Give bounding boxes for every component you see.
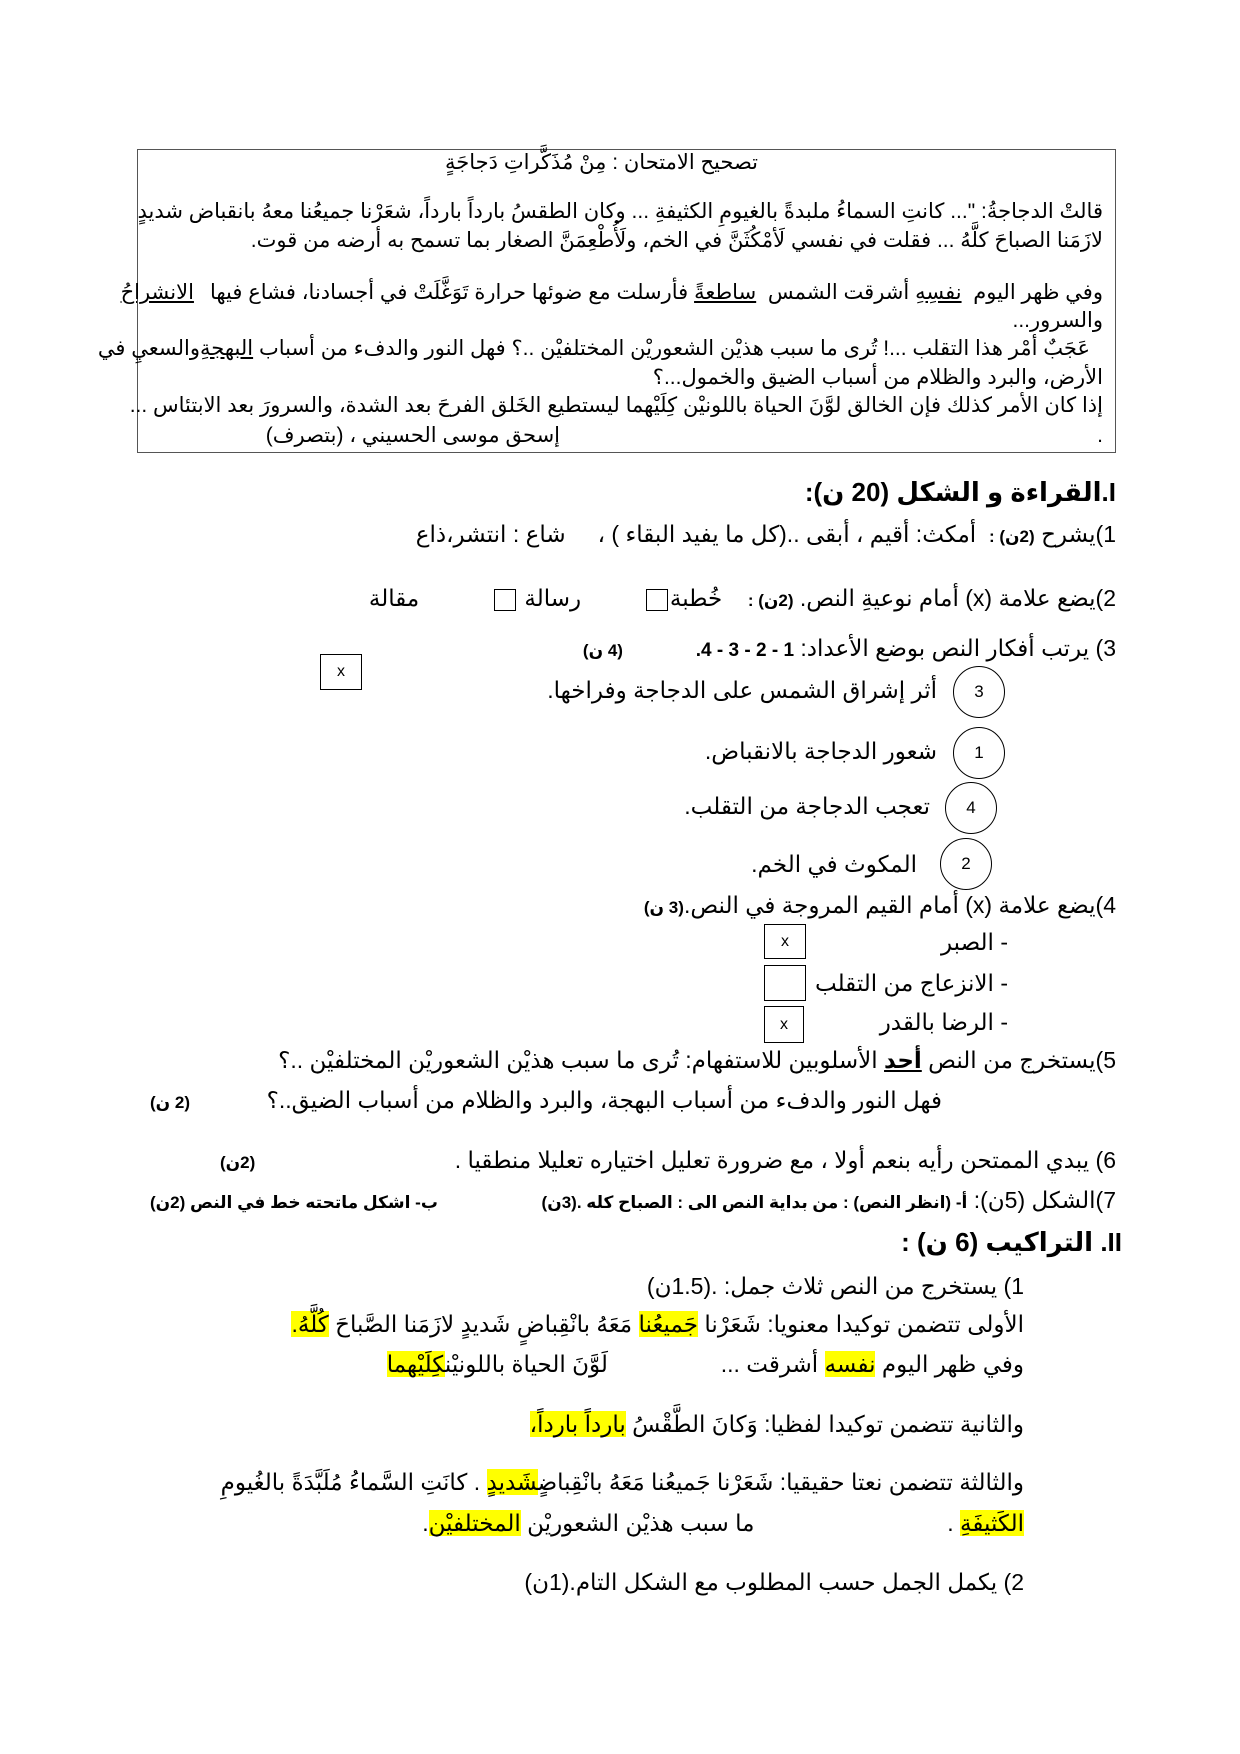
part1-heading: I.القراءة و الشكل (20 ن): <box>804 477 1116 507</box>
value-item: - الرضا بالقدر <box>879 1009 1008 1035</box>
highlight: جَميعُنا <box>638 1311 699 1337</box>
q5-label: 5)يستخرج من النص <box>928 1047 1116 1073</box>
q2 <box>369 584 1116 615</box>
value-checkbox[interactable] <box>764 965 806 1001</box>
sentence-1 <box>291 1310 1024 1338</box>
text: والسعيِ في <box>97 337 201 360</box>
q1-points: (2ن) : <box>988 527 1035 546</box>
q6-points: (2ن) <box>220 1153 256 1172</box>
p2-q2-label: 2) يكمل الجمل حسب المطلوب مع الشكل التام.(1ن) <box>524 1569 1024 1595</box>
q5-text: الأسلوبين للاستفهام: تُرى ما سبب هذيْن الشعوريْن المختلفيْن ..؟ <box>278 1047 878 1073</box>
text: وفي ظهر اليوم <box>881 1351 1024 1377</box>
p2-q1-label: 1) يستخرج من النص ثلاث جمل: .(1.5ن) <box>646 1273 1024 1299</box>
text: . كانَتِ السَّماءُ مُلَبَّدَةً بالغُيومِ <box>220 1469 481 1495</box>
option-risala: رسالة <box>524 585 582 611</box>
highlight: الكَثيفَةِ <box>960 1510 1024 1536</box>
order-circle: 1 <box>953 727 1005 779</box>
underlined-word: الانشراحُ <box>120 281 194 304</box>
passage-line: قالتْ الدجاجةُ: "... كانتِ السماءُ ملبدةً بالغيومِ الكثيفةِ ... وكان الطقسُ بارداً بارداً، شعَرْنا جميعُنا معهُ بانقباض شديدٍ <box>137 200 1103 223</box>
highlight: نفسه <box>824 1351 876 1377</box>
text: . <box>422 1510 429 1536</box>
order-circle: 3 <box>953 666 1005 718</box>
q4-points: (3 ن) <box>643 898 684 917</box>
sentence-3 <box>221 1468 1024 1496</box>
value-item: - الصبر <box>940 929 1008 955</box>
idea-text: أثر إشراق الشمس على الدجاجة وفراخها. <box>547 677 937 703</box>
highlight: بارداً بارداً، <box>529 1411 626 1437</box>
q5 <box>278 1046 1116 1074</box>
q6-row <box>150 1146 1116 1177</box>
text: والثالثة تتضمن نعتا حقيقيا: شَعَرْنا جَميعُنا مَعَهُ بانْقِباضٍ <box>537 1469 1024 1495</box>
highlight: كُلَّهُ. <box>291 1311 329 1337</box>
passage-dot: . <box>1097 424 1103 447</box>
order-circle: 2 <box>940 838 992 890</box>
checkbox[interactable] <box>646 589 668 611</box>
passage-line: إذا كان الأمر كذلك فإن الخالق لوَّنَ الحياة باللونيْن كِلَيْهما ليستطيع الخَلق الفرحَ بعد الشدة، والسرورَ بعد الابتئاس ... <box>129 394 1103 417</box>
passage-title: تصحيح الامتحان : مِنْ مُذَكَّراتِ دَجاجَةٍ <box>445 151 758 174</box>
q4-label: 4)يضع علامة (x) أمام القيم المروجة في النص. <box>683 892 1116 918</box>
q1 <box>416 520 1116 551</box>
q5-line2: فهل النور والدفء من أسباب البهجة، والبرد والظلام من أسباب الضيق..؟ <box>266 1087 942 1113</box>
text: أشرقت الشمس <box>767 281 910 304</box>
order-circle: 4 <box>945 782 997 834</box>
text: عَجَبٌ أمْر هذا التقلب ...! تُرى ما سبب هذيْن الشعوريْن المختلفيْن ..؟ فهل النور والدفء من أسباب <box>258 337 1090 360</box>
q3-label: 3) يرتب أفكار النص بوضع الأعداد: <box>800 635 1116 661</box>
text: أشرقت ... <box>720 1351 819 1377</box>
q6: 6) يبدي الممتحن رأيه بنعم أولا ، مع ضرورة تعليل اختياره تعليلا منطقيا . <box>454 1147 1116 1173</box>
q3 <box>583 634 1116 665</box>
sentence-1b <box>387 1350 1024 1378</box>
q7-a: أ- (انظر النص) : من بداية النص الى : الصباح كله .(3ن) <box>541 1193 968 1212</box>
underlined-word: نفسِهِ <box>915 281 962 304</box>
q7-b: ب- اشكل ماتحته خط في النص (2ن) <box>150 1193 438 1212</box>
text: وفي ظهر اليوم <box>973 281 1103 304</box>
checkbox[interactable] <box>494 589 516 611</box>
text: الأولى تتضمن توكيدا معنويا: شَعَرْنا <box>704 1311 1024 1337</box>
highlight: كِلَيْهما <box>386 1351 445 1377</box>
text: فأرسلت مع ضوئها حرارة تَوَغَّلَتْ في أجسادنا، فشاع فيها <box>209 281 689 304</box>
q1-answer: أمكث: أقيم ، أبقى ..(كل ما يفيد البقاء ) ، <box>597 521 977 547</box>
idea-text: شعور الدجاجة بالانقباض. <box>704 738 937 764</box>
q5-points: (2 ن) <box>150 1093 191 1112</box>
highlight: المختلفيْن <box>428 1510 521 1536</box>
passage-line <box>98 335 1090 363</box>
value-item: - الانزعاج من التقلب <box>814 970 1008 996</box>
q2-points: (2ن) : <box>747 591 794 610</box>
option-maqala: مقالة <box>368 585 420 611</box>
mark-box: x <box>320 654 362 690</box>
passage-line <box>120 279 1103 307</box>
q7-label: 7)الشكل (5ن): <box>973 1187 1116 1213</box>
text: مَعَهُ بانْقِباضٍ شَديدٍ لازَمَنا الصَّباحَ <box>335 1311 633 1337</box>
passage-author: إسحق موسى الحسيني ، (بتصرف) <box>265 424 560 447</box>
passage-line-main <box>210 279 1103 307</box>
sentence-2 <box>530 1410 1024 1438</box>
q1-label: 1)يشرح <box>1041 521 1116 547</box>
highlight: شَديدٍ <box>486 1469 538 1495</box>
idea-text: تعجب الدجاجة من التقلب. <box>684 793 930 819</box>
value-checkbox[interactable]: x <box>764 1006 804 1043</box>
idea-text: المكوث في الخم. <box>751 851 917 877</box>
part2-heading: II. التراكيب (6 ن) : <box>901 1227 1122 1257</box>
passage-line: الأرض، والبرد والظلام من أسباب الضيق والخمول...؟ <box>652 366 1103 389</box>
value-checkbox[interactable]: x <box>764 924 806 959</box>
q3-points: (4 ن) <box>582 641 623 660</box>
text: . <box>947 1510 954 1536</box>
text: لَوَّنَ الحياة باللونيْن <box>444 1351 608 1377</box>
q5-underlined: أحد <box>884 1047 922 1073</box>
q1-answer-2: شاع : انتشر،ذاع <box>415 521 566 547</box>
passage-line: والسرور... <box>1012 309 1103 332</box>
text: ما سبب هذيْن الشعوريْن <box>527 1510 755 1536</box>
q7 <box>150 1186 1116 1217</box>
q4 <box>644 891 1116 922</box>
sentence-3b <box>422 1509 1024 1537</box>
underlined-word: ساطعةً <box>694 281 757 304</box>
option-khutba: خُطبة <box>669 585 723 611</box>
passage-line: لازَمَنا الصباحَ كلَّهُ ... فقلت في نفسي لَأمْكُثَنَّ في الخم، ولَأُطْعِمَنَّ الصغار بما تسمح به أرضه من قوت. <box>250 229 1103 252</box>
q3-order: 1 - 2 - 3 - 4. <box>695 640 795 661</box>
q5-line2-row <box>150 1086 942 1117</box>
q2-label: 2)يضع علامة (x) أمام نوعيةِ النص. <box>799 585 1116 611</box>
underlined-word: البهجةِ <box>200 337 254 360</box>
text: والثانية تتضمن توكيدا لفظيا: وَكانَ الطَّقْسُ <box>632 1411 1024 1437</box>
q7-main <box>542 1186 1116 1217</box>
